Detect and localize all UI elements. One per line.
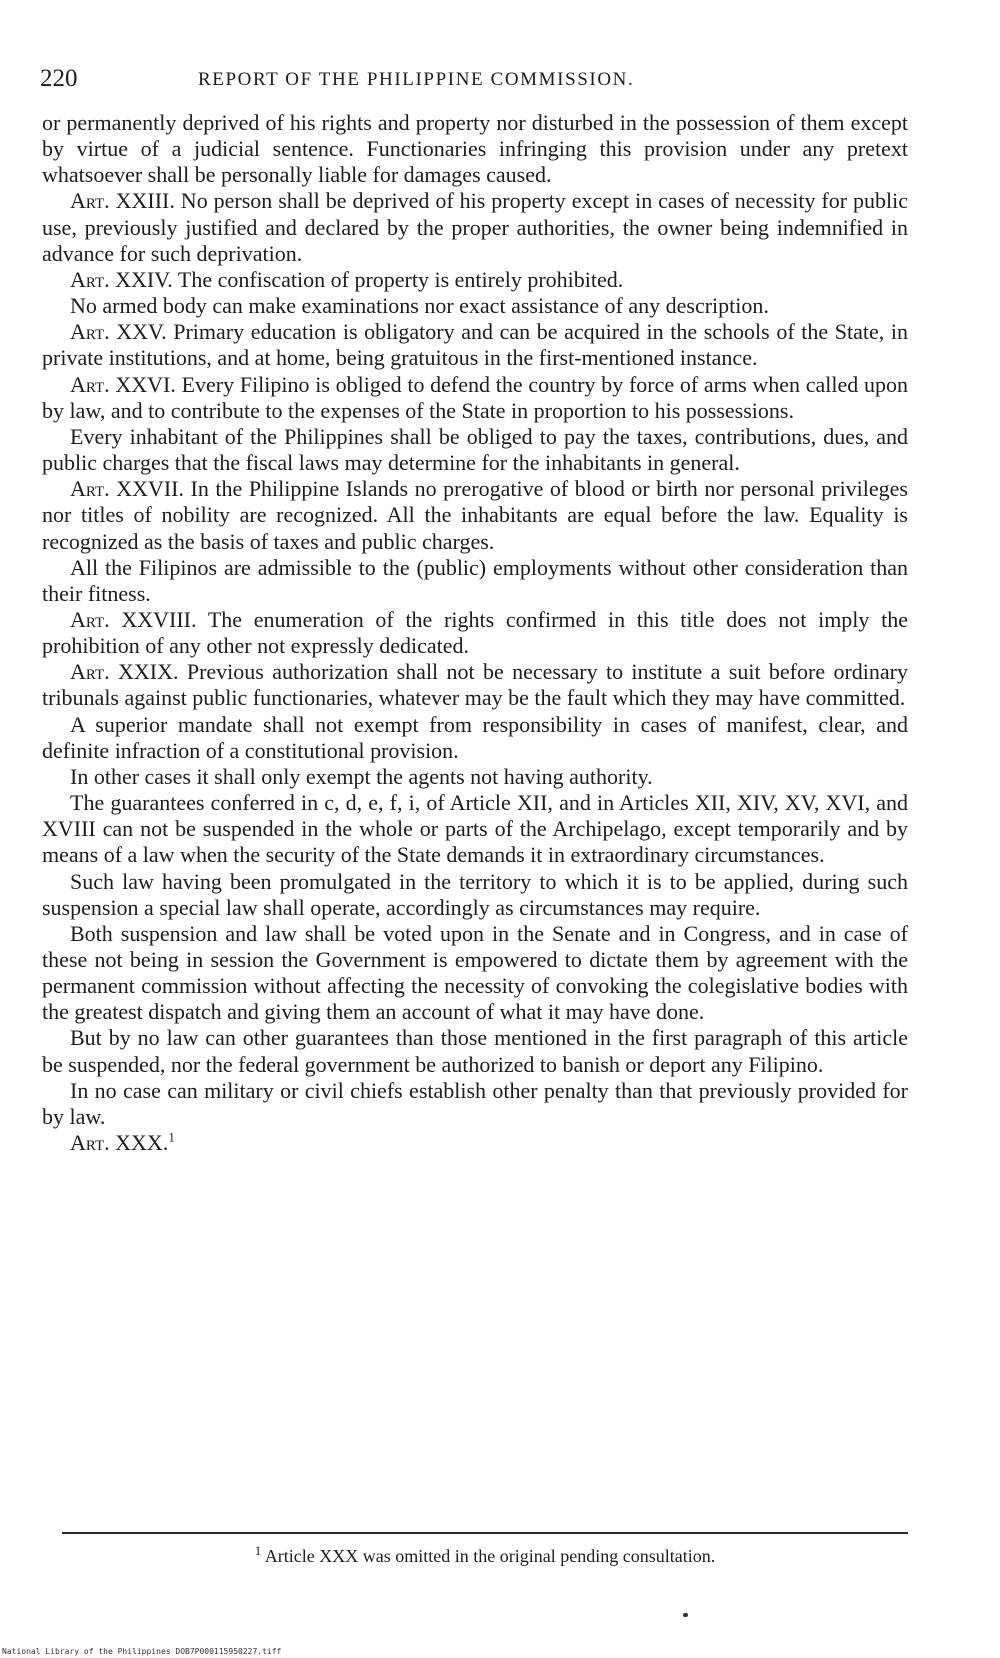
paragraph [42, 712, 908, 764]
article-label: Art. XXIX. [70, 659, 179, 685]
paragraph-text: The guarantees conferred in c, d, e, f, i, of Article XII, and in Articles XII, XIV, XV, XVI, and XVIII can not be suspended in the whole or parts of the Archipelago, except temporarily and by means of a law when the security of the State demands it in extraordinary circumstances. [42, 790, 908, 868]
paragraph-text: Such law having been promulgated in the territory to which it is to be applied, during such suspension a special law shall operate, accordingly as circumstances may require. [42, 868, 908, 920]
footnote-reference: 1 [168, 1129, 175, 1145]
scan-speck [683, 1613, 688, 1617]
paragraph-text: or permanently deprived of his rights and property nor disturbed in the possession of them except by virtue of a judicial sentence. Functionaries infringing this provision under any pretext whatsoever shall be personally liable for damages caused. [42, 110, 908, 188]
paragraph [42, 921, 908, 1026]
paragraph [42, 790, 908, 868]
article-label: Art. XXX. [70, 1130, 169, 1156]
paragraph-text: The confiscation of property is entirely prohibited. [172, 266, 624, 292]
paragraph [42, 372, 908, 424]
paragraph-text: No armed body can make examinations nor exact assistance of any description. [70, 293, 769, 319]
paragraph-text: The enumeration of the rights confirmed in this title does not imply the prohibition of any other not expressly dedicated. [42, 606, 909, 659]
paragraph-text: A superior mandate shall not exempt from responsibility in cases of manifest, clear, and definite infraction of a constitutional provision. [42, 711, 908, 763]
paragraph [42, 607, 908, 659]
article-label: Art. XXVII. [70, 476, 185, 502]
paragraph-text: No person shall be deprived of his property except in cases of necessity for public use, previously justified and declared by the proper authorities, the owner being indemnified in advance for such deprivation. [42, 188, 908, 266]
paragraph [42, 319, 908, 371]
paragraph [42, 1130, 908, 1156]
paragraph [42, 110, 908, 188]
article-label: Art. XXV. [70, 319, 167, 345]
paragraph-text: In no case can military or civil chiefs establish other penalty than that previously provided for by law. [42, 1077, 908, 1129]
paragraph [42, 659, 908, 711]
paragraph [42, 267, 908, 293]
paragraph-text: All the Filipinos are admissible to the (public) employments without other consideration than their fitness. [42, 554, 908, 606]
footnote-text: Article XXX was omitted in the original pending consultation. [261, 1546, 716, 1566]
footnote [62, 1544, 908, 1568]
scan-footer: National Library of the Philippines DOB7P000115950227.tiff [2, 1647, 282, 1656]
article-label: Art. XXIII. [70, 188, 175, 214]
page-number: 220 [40, 65, 78, 92]
paragraph-text: In the Philippine Islands no prerogative of blood or birth nor personal privileges nor titles of nobility are recognized. All the inhabitants are equal before the law. Equality is recognized as the basis of taxes and public charges. [42, 476, 908, 554]
article-label: Art. XXIV. [70, 266, 173, 292]
footnote-marker: 1 [254, 1543, 262, 1558]
paragraph-text: Previous authorization shall not be necessary to institute a suit before ordinary tribunals against public functionaries, whatever may be the fault which they may have committed. [42, 659, 908, 711]
paragraph [42, 188, 908, 266]
footnote-divider [62, 1532, 908, 1534]
paragraph-text: Every inhabitant of the Philippines shall be obliged to pay the taxes, contributions, dues, and public charges that the fiscal laws may determine for the inhabitants in general. [42, 423, 908, 476]
paragraph [42, 764, 908, 790]
paragraph-text: Both suspension and law shall be voted upon in the Senate and in Congress, and in case of these not being in session the Government is empowered to dictate them by agreement with the permanent commission without affecting the necessity of convoking the colegislative bodies with the greatest dispatch and giving them an account of what it may have done. [42, 920, 908, 1025]
paragraph [42, 293, 908, 319]
paragraph [42, 1078, 908, 1130]
article-label: Art. XXVI. [70, 371, 176, 397]
paragraph-text: In other cases it shall only exempt the agents not having authority. [70, 763, 653, 789]
paragraph [42, 424, 908, 476]
body-text [42, 110, 908, 1156]
paragraph-text: Every Filipino is obliged to defend the country by force of arms when called upon by law, and to contribute to the expenses of the State in proportion to his possessions. [42, 371, 908, 423]
paragraph-text: But by no law can other guarantees than those mentioned in the first paragraph of this article be suspended, nor the federal government be authorized to banish or deport any Filipino. [42, 1025, 908, 1077]
paragraph [42, 476, 908, 554]
paragraph [42, 555, 908, 607]
paragraph [42, 869, 908, 921]
page-header [40, 64, 945, 98]
article-label: Art. XXVIII. [70, 606, 197, 632]
paragraph [42, 1025, 908, 1077]
running-head: REPORT OF THE PHILIPPINE COMMISSION. [198, 69, 635, 90]
paragraph-text: Primary education is obligatory and can be acquired in the schools of the State, in private institutions, and at home, being gratuitous in the first-mentioned instance. [42, 319, 908, 371]
